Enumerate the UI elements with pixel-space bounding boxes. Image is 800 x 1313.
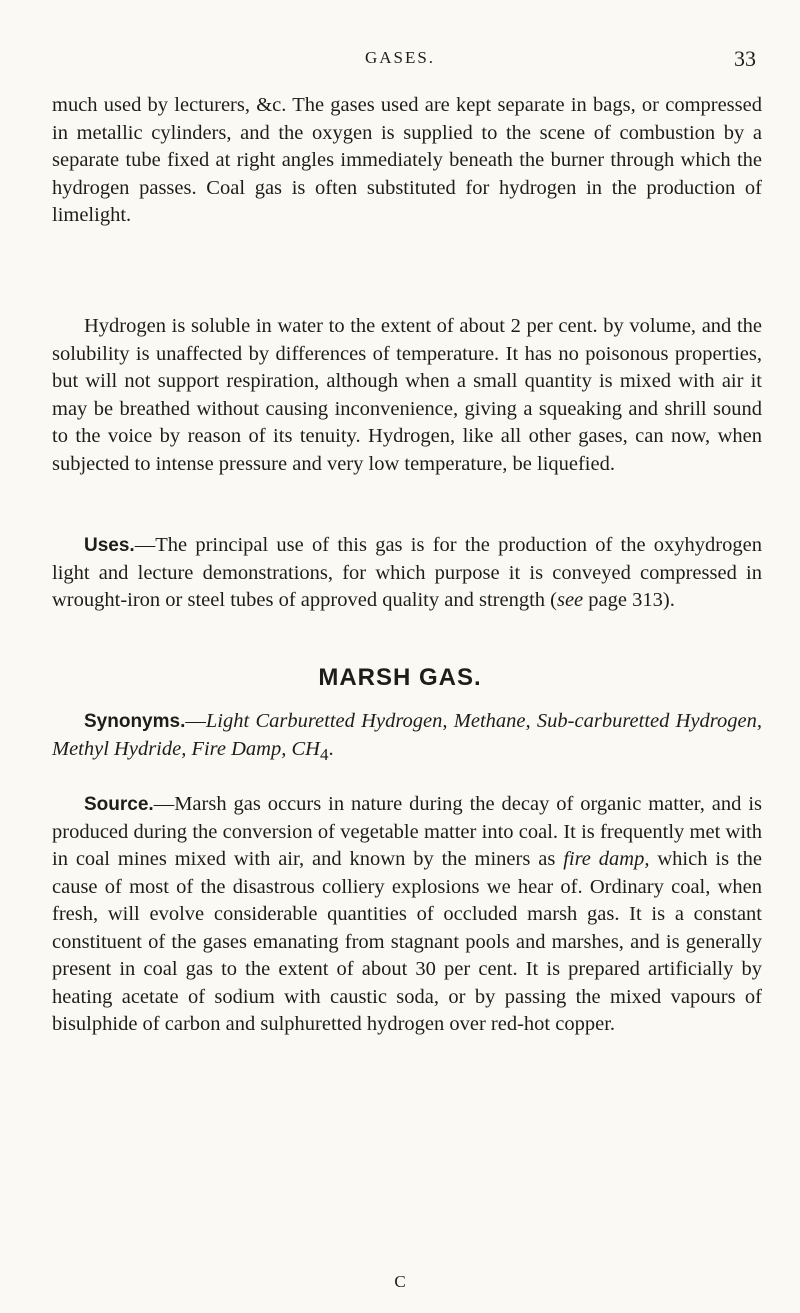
paragraph-uses bbox=[52, 532, 762, 615]
synonyms-names: Light Carburetted Hydrogen, Methane, Sub-carburetted Hydrogen, Methyl Hydride, Fire Damp, bbox=[52, 710, 762, 760]
uses-lead: Uses. bbox=[84, 535, 135, 556]
uses-text: —The principal use of this gas is for the production of the oxyhydrogen light and lecture demonstrations, for which purpose it is conveyed compressed in wrought-iron or steel tubes of approved quality and strength ( bbox=[52, 534, 762, 611]
source-term-fire-damp: fire damp, bbox=[563, 848, 650, 870]
synonyms-end: . bbox=[328, 737, 334, 760]
synonyms-formula-subscript: 4 bbox=[319, 744, 329, 764]
paragraph-synonyms bbox=[52, 708, 762, 768]
synonyms-dash: — bbox=[185, 710, 206, 732]
section-heading-marsh-gas: MARSH GAS. bbox=[318, 664, 482, 691]
paragraph-source bbox=[52, 791, 762, 1039]
synonyms-formula: CH bbox=[291, 737, 320, 760]
page-number: 33 bbox=[734, 46, 756, 71]
source-lead: Source. bbox=[84, 794, 154, 815]
source-text-end: which is the cause of most of the disastrous colliery explosions we hear of. Ordinary coal, when fresh, will evolve considerable quantities of occluded marsh gas. It is a constant constituent of the gases emanating from stagnant pools and marshes, and is generally present in coal gas to the extent of about 30 per cent. It is prepared artificially by heating acetate of sodium with caustic soda, or by passing the mixed vapours of bisulphide of carbon and sulphuretted hydrogen over red-hot copper. bbox=[52, 848, 762, 1035]
signature-mark: C bbox=[394, 1272, 406, 1291]
uses-see: see bbox=[556, 589, 584, 611]
synonyms-lead: Synonyms. bbox=[84, 711, 186, 732]
paragraph-solubility: Hydrogen is soluble in water to the extent of about 2 per cent. by volume, and the solubility is unaffected by differences of temperature. It has no poisonous properties, but will not support respiration, although when a small quantity is mixed with air it may be breathed without causing inconvenience, giving a squeaking and shrill sound to the voice by reason of its tenuity. Hydrogen, like all other gases, can now, when subjected to intense pressure and very low temperature, be liquefied. bbox=[52, 315, 762, 475]
source-text: —Marsh gas occurs in nature during the decay of organic matter, and is produced during the conversion of vegetable matter into coal. It is frequently met with in coal mines mixed with air, and known by the miners as bbox=[52, 793, 762, 870]
paragraph-limelight: much used by lecturers, &c. The gases used are kept separate in bags, or compressed in metallic cylinders, and the oxygen is supplied to the scene of combustion by a separate tube fixed at right angles immediately beneath the burner through which the hydrogen passes. Coal gas is often substituted for hydrogen in the production of limelight. bbox=[52, 94, 762, 226]
running-title: GASES. bbox=[364, 48, 436, 67]
uses-text-end: page 313). bbox=[583, 589, 675, 611]
